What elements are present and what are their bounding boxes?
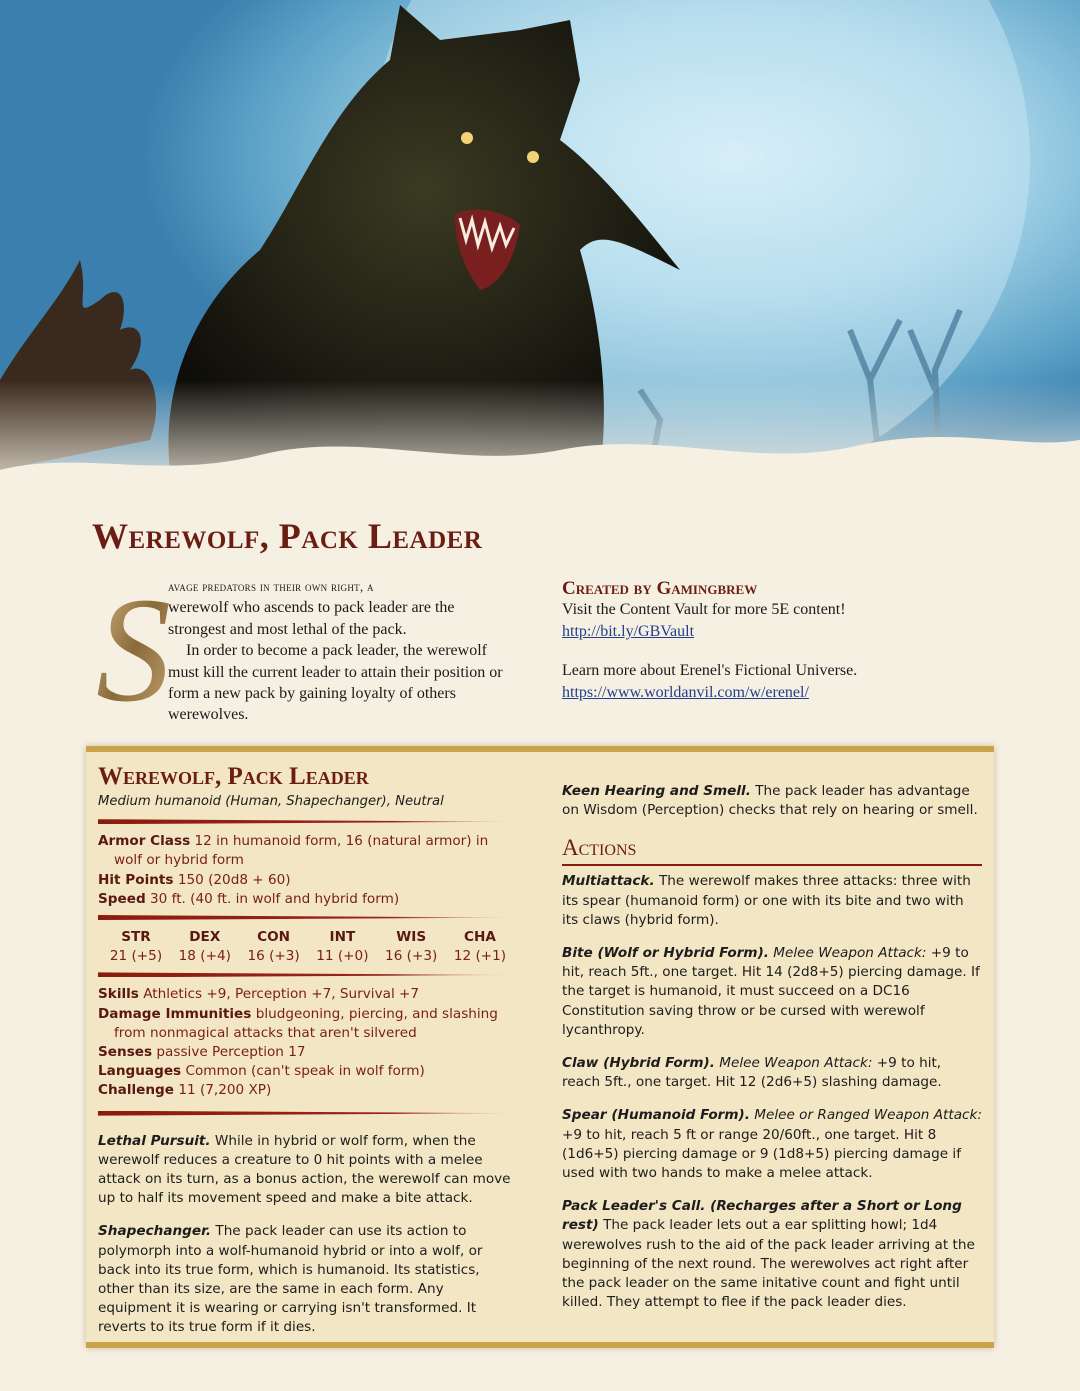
hit-points: Hit Points 150 (20d8 + 60) bbox=[98, 871, 291, 888]
credits-line-1: Visit the Content Vault for more 5E content! bbox=[562, 601, 846, 619]
action-pack-leaders-call: Pack Leader's Call. (Recharges after a Short or Long rest) The pack leader lets out a ear splitting howl; 1d4 werewolves rush to the aid of the pack leader arriving at the beginning of the next round. The werewolves act right after the pack leader on the same initative count and fight until killed. They attempt to flee if the pack leader dies. bbox=[562, 1198, 975, 1311]
worldanvil-link[interactable]: https://www.worldanvil.com/w/erenel/ bbox=[562, 683, 809, 701]
svg-text:S: S bbox=[96, 567, 171, 733]
ability-wis: WIS 16 (+3) bbox=[385, 929, 438, 965]
action-spear: Spear (Humanoid Form). Melee or Ranged Weapon Attack: +9 to hit, reach 5 ft or range 20/60ft., one target. Hit 8 (1d6+5) piercing damage or 9 (1d8+5) piercing damage if used with two hands to make a melee attack. bbox=[562, 1107, 982, 1182]
credits-line-2: Learn more about Erenel's Fictional Universe. bbox=[562, 662, 858, 680]
divider bbox=[98, 819, 518, 824]
speed: Speed 30 ft. (40 ft. in wolf and hybrid form) bbox=[98, 890, 400, 907]
action-claw: Claw (Hybrid Form). Melee Weapon Attack: +9 to hit, reach 5ft., one target. Hit 12 (2d6+5) slashing damage. bbox=[562, 1055, 942, 1091]
page-title: Werewolf, Pack Leader bbox=[92, 516, 483, 556]
intro-text bbox=[92, 567, 522, 733]
hero-illustration-werewolf bbox=[0, 0, 1080, 560]
actions-divider bbox=[562, 864, 982, 866]
divider bbox=[98, 1111, 518, 1116]
ability-con: CON 16 (+3) bbox=[247, 929, 300, 965]
ability-dex: DEX 18 (+4) bbox=[178, 929, 231, 965]
stat-block-left-column bbox=[98, 762, 518, 1352]
ability-scores bbox=[98, 928, 518, 966]
damage-immunities: Damage Immunities bludgeoning, piercing, and slashing from nonmagical attacks that aren't silvered bbox=[98, 1005, 498, 1041]
divider bbox=[98, 915, 518, 920]
intro-line-3: strongest and most lethal of the pack. bbox=[168, 620, 407, 638]
intro-paragraph-2: In order to become a pack leader, the werewolf must kill the current leader to attain their position or form a new pack by gaining loyalty of others werewolves. bbox=[168, 642, 503, 724]
credits-heading: Created by Gamingbrew bbox=[562, 578, 758, 599]
dropcap-letter-s bbox=[92, 567, 171, 733]
ability-int: INT 11 (+0) bbox=[316, 929, 369, 965]
credits-box bbox=[562, 578, 1002, 703]
trait-shapechanger: Shapechanger. The pack leader can use its action to polymorph into a wolf-humanoid hybrid or into a wolf, or back into its true form, which is humanoid. Its statistics, other than its size, are the same in each form. Any equipment it is wearing or carrying isn't transformed. It reverts to its true form if it dies. bbox=[98, 1223, 483, 1336]
divider bbox=[98, 972, 518, 977]
senses: Senses passive Perception 17 bbox=[98, 1044, 306, 1061]
stat-block-type: Medium humanoid (Human, Shapechanger), Neutral bbox=[98, 794, 444, 809]
challenge: Challenge 11 (7,200 XP) bbox=[98, 1082, 272, 1099]
languages: Languages Common (can't speak in wolf form) bbox=[98, 1063, 425, 1080]
stat-block-right-column bbox=[562, 782, 982, 1326]
armor-class: Armor Class 12 in humanoid form, 16 (natural armor) in wolf or hybrid form bbox=[98, 833, 489, 869]
actions-heading: Actions bbox=[562, 835, 637, 861]
skills: Skills Athletics +9, Perception +7, Survival +7 bbox=[98, 986, 420, 1003]
trait-keen-hearing: Keen Hearing and Smell. The pack leader has advantage on Wisdom (Perception) checks that rely on hearing or smell. bbox=[562, 783, 978, 819]
stat-block-name: Werewolf, Pack Leader bbox=[98, 763, 369, 790]
intro-line-2: werewolf who ascends to pack leader are the bbox=[168, 599, 455, 617]
ability-str: STR 21 (+5) bbox=[109, 929, 163, 965]
content-vault-link[interactable]: http://bit.ly/GBVault bbox=[562, 622, 695, 640]
intro-lead-text: avage predators in their own right, a bbox=[168, 579, 374, 594]
ability-cha: CHA 12 (+1) bbox=[453, 929, 507, 965]
action-bite: Bite (Wolf or Hybrid Form). Melee Weapon Attack: +9 to hit, reach 5ft., one target. Hit 14 (2d8+5) piercing damage. If the target is humanoid, it must succeed on a DC16 Constitution saving throw or be cursed with werewolf lycanthropy. bbox=[562, 945, 980, 1038]
stat-block bbox=[86, 746, 994, 1348]
action-multiattack: Multiattack. The werewolf makes three attacks: three with its spear (humanoid form) or one with its bite and two with its claws (hybrid form). bbox=[562, 873, 971, 928]
trait-lethal-pursuit: Lethal Pursuit. While in hybrid or wolf form, when the werewolf reduces a creature to 0 hit points with a melee attack on its turn, as a bonus action, the werewolf can move up to half its movement speed and make a bite attack. bbox=[98, 1132, 511, 1207]
